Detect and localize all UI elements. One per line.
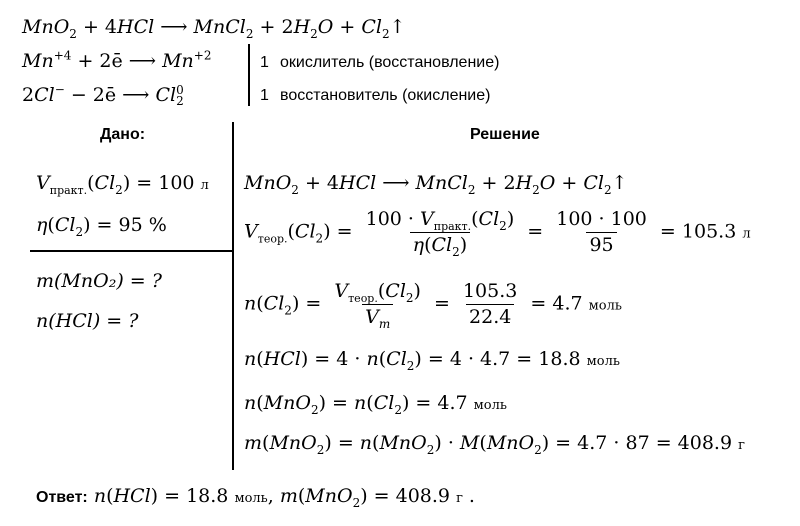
step-mass-mno2: m(MnO$_2$) = n(MnO$_2$) · M(MnO$_2$) = 4.7 · 87 = 408.9 г [244, 432, 745, 457]
solution-equation: MnO$_2$ + 4HCl ⟶ MnCl$_2$ + $2H_2O$ + $Cl_2↑$ [244, 172, 628, 197]
step-amount-mno2: $n(MnO_2) = n(Cl_2) = 4.7$ моль [244, 392, 507, 417]
overall-reaction-equation: MnO$_2$ + 4HCl ⟶ MnCl$_2$ + $2H_2O$ + $Cl_2↑$ [22, 16, 406, 41]
given-volume-practical: $V_{практ.}(Cl_2) = 100$ л [36, 172, 209, 197]
reduction-count: 1 [260, 54, 269, 71]
step-theoretical-volume: $V_{теор.}(Cl_2)$ = $\frac{100 \cdot V_{практ.}(Cl_2)}{\eta(Cl_2)}$ = $\frac{100 \cdot 100}{95}$ = 105.3 л [244, 208, 751, 259]
step-amount-cl2: $n(Cl_2)$ = $\frac{V_{теор.}(Cl_2)}{V_m}$ = $\frac{105.3}{22.4}$ = 4.7 моль [244, 280, 622, 331]
step-amount-hcl: $n(HCl) = 4 \cdot n(Cl_2) = 4 \cdot 4.7 = 18.8$ моль [244, 348, 620, 373]
answer-line: Ответ: n(HCl) = 18.8 моль, m(MnO$_2$) = 408.9 г . [36, 485, 475, 510]
table-vertical-divider [232, 122, 234, 470]
solution-title: Решение [470, 126, 540, 143]
reduction-label: окислитель (восстановление) [280, 54, 500, 71]
half-reaction-divider [248, 44, 250, 106]
oxidation-label: восстановитель (окисление) [280, 87, 491, 104]
oxidation-count: 1 [260, 87, 269, 104]
find-amount-hcl: n(HCl) = ? [36, 310, 139, 332]
given-yield: $\eta(Cl_2) = 95$ % [36, 214, 167, 239]
find-mass-mno2: m(MnO₂) = ? [36, 270, 162, 292]
given-title: Дано: [100, 126, 146, 143]
half-reaction-oxidation: 2Cl− − 2ē ⟶ Cl0 2 [22, 82, 184, 108]
given-separator [30, 250, 233, 252]
half-reaction-reduction: $Mn^{+4}$ + 2ē ⟶ $Mn^{+2}$ [22, 48, 212, 72]
